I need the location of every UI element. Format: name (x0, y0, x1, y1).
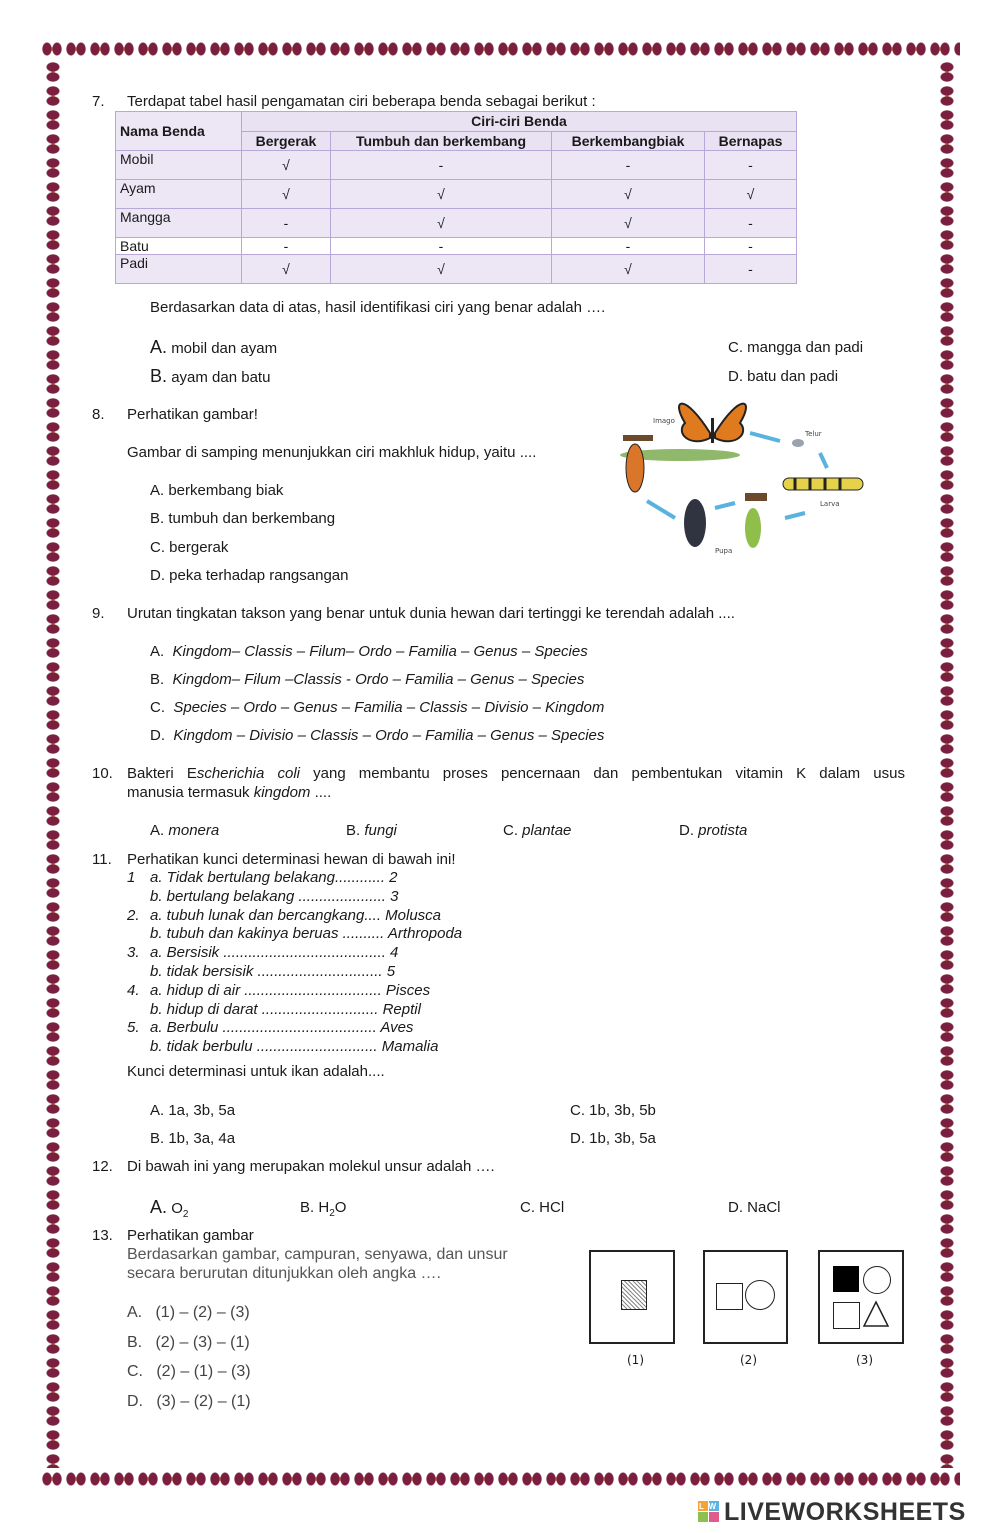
table-row (116, 209, 797, 238)
label-pupa: Pupa (715, 547, 733, 555)
table-row (116, 151, 797, 180)
q11-option-b[interactable]: B. 1b, 3a, 4a (150, 1130, 236, 1147)
figure-box-2 (703, 1250, 788, 1344)
table-cell: - (242, 238, 331, 255)
q10-number: 10. (92, 765, 113, 782)
key-line (127, 982, 462, 1001)
option-letter: B. (127, 1334, 143, 1351)
key-text: b. tubuh dan kakinya beruas .......... Arthropoda (150, 925, 463, 943)
q7-option-b[interactable] (150, 366, 270, 387)
table-cell: - (552, 238, 705, 255)
table-cell: √ (242, 151, 331, 180)
q10-italic-text: kingdom (253, 784, 311, 801)
q8-option-b[interactable]: B. tumbuh dan berkembang (150, 510, 336, 527)
option-letter: A. (150, 337, 168, 357)
q10-question-line2 (127, 784, 331, 801)
q10-text: .... (310, 784, 332, 801)
option-letter: D. (679, 822, 694, 839)
q12-option-c[interactable]: C. HCl (520, 1199, 565, 1216)
label-telur: Telur (805, 430, 822, 438)
table-cell: Ayam (116, 180, 242, 209)
butterfly-border-left (40, 60, 66, 1468)
key-number: 3. (127, 944, 140, 962)
key-line (127, 963, 462, 982)
q9-option-b[interactable] (150, 671, 584, 688)
circle-icon (745, 1280, 775, 1310)
q7-number: 7. (92, 93, 105, 110)
chrysalis-icon (745, 508, 761, 548)
option-text: Kingdom– Filum –Classis - Ordo – Familia – Genus – Species (172, 671, 585, 688)
triangle-icon (862, 1300, 890, 1328)
q13-option-b[interactable] (127, 1334, 250, 1352)
key-number: 4. (127, 981, 140, 999)
hatched-square-icon (621, 1280, 647, 1310)
figure-label-2: (2) (740, 1353, 757, 1367)
arrow-icon (820, 453, 827, 468)
q11-option-c[interactable]: C. 1b, 3b, 5b (570, 1102, 656, 1119)
chrysalis-dark-icon (684, 499, 706, 547)
q8-option-c[interactable]: C. bergerak (150, 539, 229, 556)
table-cell: - (705, 151, 797, 180)
square-icon (833, 1302, 860, 1329)
table-cell: - (705, 209, 797, 238)
table-cell: √ (705, 180, 797, 209)
circle-icon (863, 1266, 891, 1294)
q8-question: Perhatikan gambar! (127, 406, 258, 423)
q9-option-a[interactable] (150, 643, 588, 660)
butterfly-border-bottom (40, 1466, 960, 1492)
option-text: plantae (522, 822, 572, 839)
option-letter: B. (150, 671, 165, 688)
q9-number: 9. (92, 605, 105, 622)
option-text: protista (698, 822, 748, 839)
q13-prompt-line2: secara berurutan ditunjukkan oleh angka …. (127, 1265, 441, 1282)
option-text: (1) – (2) – (3) (155, 1304, 250, 1321)
key-number: 2. (127, 906, 140, 924)
option-text: (3) – (2) – (1) (156, 1393, 251, 1410)
key-text: a. Tidak bertulang belakang............ 2 (150, 869, 398, 886)
q11-number: 11. (92, 851, 112, 868)
q12-option-d[interactable]: D. NaCl (728, 1199, 781, 1216)
key-text: a. Berbulu ..................................... Aves (150, 1019, 414, 1037)
arrow-icon (715, 503, 735, 508)
q10-text: Bakteri E (127, 765, 197, 782)
q10-italic-text: scherichia coli (196, 765, 300, 782)
option-letter: D. (127, 1393, 143, 1410)
q8-option-a[interactable]: A. berkembang biak (150, 482, 284, 499)
q10-text: yang membantu proses pencernaan dan pembentukan vitamin K dalam usus (300, 765, 905, 782)
option-subscript: 2 (329, 1208, 335, 1219)
option-text: ayam dan batu (171, 369, 271, 386)
logo-letters: LW (699, 1502, 721, 1511)
option-letter: A. (150, 643, 165, 660)
table-cell: Padi (116, 255, 242, 284)
option-text: (2) – (3) – (1) (155, 1334, 250, 1351)
key-line (127, 944, 462, 963)
option-text: Kingdom – Divisio – Classis – Ordo – Familia – Genus – Species (173, 727, 605, 744)
q7-option-d[interactable]: D. batu dan padi (728, 368, 839, 385)
label-imago: Imago (653, 417, 675, 425)
q10-text: manusia termasuk (127, 784, 254, 801)
figure-box-3 (818, 1250, 904, 1344)
table-cell: - (705, 238, 797, 255)
table-row (116, 255, 797, 284)
table-row (116, 180, 797, 209)
q11-option-a[interactable]: A. 1a, 3b, 5a (150, 1102, 236, 1119)
option-text: O (171, 1200, 183, 1217)
table-cell: √ (242, 255, 331, 284)
q10-option-d[interactable] (679, 822, 747, 839)
q11-prompt: Kunci determinasi untuk ikan adalah.... (127, 1063, 385, 1080)
option-letter: A. (150, 822, 165, 839)
option-letter: C. (127, 1363, 143, 1380)
q11-question: Perhatikan kunci determinasi hewan di bawah ini! (127, 851, 456, 868)
arrow-icon (647, 501, 675, 518)
q10-option-b[interactable] (346, 822, 397, 839)
option-letter: B. (150, 366, 168, 386)
branch-icon (745, 493, 767, 501)
option-text: monera (168, 822, 220, 839)
figure-box-1 (589, 1250, 675, 1344)
q8-number: 8. (92, 406, 105, 423)
option-letter: D. (150, 727, 165, 744)
q10-question-line1 (127, 765, 905, 782)
q12-option-b[interactable] (300, 1199, 346, 1219)
key-text: a. Bersisik ....................................... 4 (150, 944, 399, 962)
table-header: Berkembangbiak (552, 131, 705, 151)
table-header-name: Nama Benda (116, 112, 242, 151)
option-text: (2) – (1) – (3) (156, 1363, 251, 1380)
determination-key (127, 869, 462, 1057)
key-text: a. hidup di air ................................. Pisces (150, 981, 431, 999)
q12-number: 12. (92, 1158, 113, 1175)
q13-prompt-line1: Berdasarkan gambar, campuran, senyawa, dan unsur (127, 1246, 508, 1263)
key-text: b. bertulang belakang ..................... 3 (150, 887, 399, 905)
table-group-header: Ciri-ciri Benda (242, 112, 797, 132)
table-cell: - (705, 255, 797, 284)
q13-number: 13. (92, 1227, 113, 1244)
figure-label-3: (3) (856, 1353, 873, 1367)
table-cell: √ (242, 180, 331, 209)
key-text: b. tidak bersisik .............................. 5 (150, 962, 396, 980)
key-text: b. tidak berbulu ............................. Mamalia (150, 1038, 439, 1056)
table-cell: Mobil (116, 151, 242, 180)
option-text: mobil dan ayam (171, 340, 278, 357)
table-cell: √ (552, 209, 705, 238)
key-text: a. tubuh lunak dan bercangkang.... Molusca (150, 906, 442, 924)
q13-option-d[interactable] (127, 1393, 251, 1411)
table-header: Bergerak (242, 131, 331, 151)
option-text: B. H (300, 1199, 330, 1216)
key-text: b. hidup di darat ............................ Reptil (150, 1000, 421, 1018)
butterfly-lifecycle-image (615, 393, 870, 561)
q8-prompt: Gambar di samping menunjukkan ciri makhluk hidup, yaitu .... (127, 444, 537, 461)
butterfly-border-right (934, 60, 960, 1468)
q9-question: Urutan tingkatan takson yang benar untuk dunia hewan dari tertinggi ke terendah adalah .... (127, 605, 735, 622)
q13-question: Perhatikan gambar (127, 1227, 254, 1244)
table-cell: Batu (116, 238, 242, 255)
table-cell: - (242, 209, 331, 238)
liveworksheets-brand[interactable]: LIVEWORKSHEETS (724, 1498, 966, 1526)
option-letter: B. (346, 822, 361, 839)
observation-table (115, 111, 797, 284)
key-line (127, 925, 462, 944)
table-cell: √ (331, 255, 552, 284)
square-icon (716, 1283, 743, 1310)
table-cell: √ (552, 180, 705, 209)
filled-square-icon (833, 1266, 859, 1292)
figure-label-1: (1) (627, 1353, 644, 1367)
arrow-icon (750, 433, 780, 441)
q13-option-c[interactable] (127, 1363, 251, 1381)
key-line (127, 1038, 462, 1057)
q7-question: Terdapat tabel hasil pengamatan ciri beberapa benda sebagai berikut : (127, 93, 596, 110)
q13-option-a[interactable] (127, 1304, 250, 1322)
q9-option-c[interactable] (150, 699, 604, 716)
option-text: O (334, 1199, 347, 1216)
q9-option-d[interactable] (150, 727, 604, 744)
key-line (127, 869, 462, 888)
option-letter: C. (150, 699, 165, 716)
egg-icon (792, 439, 804, 447)
q8-option-d[interactable]: D. peka terhadap rangsangan (150, 567, 349, 584)
option-text: Kingdom– Classis – Filum– Ordo – Familia – Genus – Species (172, 643, 588, 660)
table-cell: Mangga (116, 209, 242, 238)
table-header: Tumbuh dan berkembang (331, 131, 552, 151)
table-row (116, 238, 797, 255)
q7-prompt: Berdasarkan data di atas, hasil identifikasi ciri yang benar adalah …. (150, 299, 606, 316)
table-cell: √ (552, 255, 705, 284)
caterpillar-icon (783, 478, 863, 490)
butterfly-border-top (40, 36, 960, 62)
option-text: fungi (364, 822, 397, 839)
option-letter: A. (150, 1197, 168, 1217)
q7-option-a[interactable] (150, 337, 277, 358)
q12-option-a[interactable] (150, 1197, 188, 1220)
q11-option-d[interactable]: D. 1b, 3b, 5a (570, 1130, 656, 1147)
table-cell: - (331, 238, 552, 255)
liveworksheets-logo-icon (698, 1501, 720, 1523)
table-cell: √ (331, 180, 552, 209)
table-cell: - (331, 151, 552, 180)
table-cell: - (552, 151, 705, 180)
key-line (127, 888, 462, 907)
label-larva: Larva (820, 500, 840, 508)
key-line (127, 1001, 462, 1020)
key-line (127, 1019, 462, 1038)
option-text: Species – Ordo – Genus – Familia – Classis – Divisio – Kingdom (173, 699, 605, 716)
option-letter: A. (127, 1304, 143, 1321)
q10-option-a[interactable] (150, 822, 219, 839)
q7-option-c[interactable]: C. mangga dan padi (728, 339, 864, 356)
key-number: 1 (127, 869, 136, 886)
key-number: 5. (127, 1019, 140, 1037)
emerging-butterfly-icon (626, 444, 644, 492)
arrow-icon (785, 513, 805, 518)
option-subscript: 2 (182, 1209, 189, 1220)
key-line (127, 907, 462, 926)
table-header: Bernapas (705, 131, 797, 151)
q10-option-c[interactable] (503, 822, 571, 839)
twig-icon (623, 435, 653, 441)
table-cell: √ (331, 209, 552, 238)
q12-question: Di bawah ini yang merupakan molekul unsur adalah …. (127, 1158, 495, 1175)
option-letter: C. (503, 822, 518, 839)
